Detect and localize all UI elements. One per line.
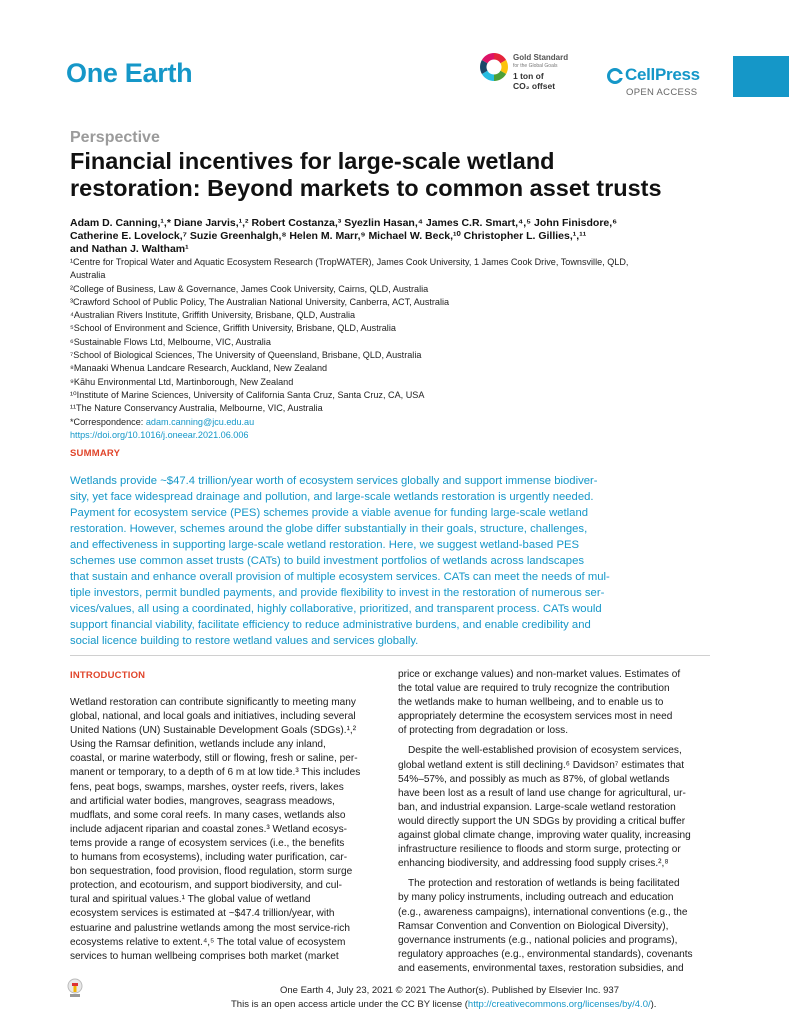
correspondence-email-link[interactable]: adam.canning@jcu.edu.au: [145, 416, 255, 427]
journal-title: One Earth: [66, 58, 193, 88]
gold-standard-tagline: for the Global Goals: [513, 63, 558, 69]
section-divider: [70, 655, 710, 656]
citation-line: One Earth 4, July 23, 2021 © 2021 The Author(s). Published by Elsevier Inc. 937: [280, 985, 619, 996]
crossmark-icon[interactable]: [66, 978, 84, 1000]
correspondence: *Correspondence: adam.canning@jcu.edu.au: [70, 416, 255, 427]
affiliations: [70, 256, 730, 442]
publisher-name: CellPress: [625, 65, 700, 84]
affiliation: ⁵School of Environment and Science, Griffith University, Brisbane, QLD, Australia: [70, 323, 396, 334]
affiliation: Australia: [70, 270, 106, 281]
introduction-heading: INTRODUCTION: [70, 670, 146, 681]
affiliation: ³Crawford School of Public Policy, The Australian National University, Canberra, ACT, Australia: [70, 296, 450, 307]
affiliation: ⁷School of Biological Sciences, The University of Queensland, Brisbane, QLD, Australia: [70, 350, 422, 361]
affiliation: ¹⁰Institute of Marine Sciences, University of California Santa Cruz, Santa Cruz, CA, USA: [70, 389, 425, 400]
affiliation: ⁶Sustainable Flows Ltd, Melbourne, VIC, Australia: [70, 336, 271, 347]
affiliation: ⁹Kāhu Environmental Ltd, Martinborough, New Zealand: [70, 376, 294, 387]
open-access-label: OPEN ACCESS: [626, 87, 698, 98]
article-title: Financial incentives for large-scale wetland restoration: Beyond markets to common asset trusts: [70, 148, 662, 201]
gold-standard-name: Gold Standard: [513, 53, 569, 62]
article-type: Perspective: [70, 129, 160, 146]
affiliation: ¹¹The Nature Conservancy Australia, Melbourne, VIC, Australia: [70, 403, 323, 414]
header-accent-bar: [733, 56, 789, 97]
gold-standard-badge: [479, 52, 585, 104]
gold-standard-offset: 1 ton of CO₂ offset: [513, 71, 556, 91]
affiliation: ¹Centre for Tropical Water and Aquatic Ecosystem Research (TropWATER), James Cook University, 1 James Cook Drive, Townsville, QLD,: [70, 257, 629, 267]
body-column-left: Wetland restoration can contribute significantly to meeting many global, national, and local goals and initiatives, including several United Nations (UN) Sustainable Development Goals (SDGs).¹,² Using the Ramsar definition, wetlands include any inland, coastal, or marine waterbody, still or flowing, fresh or saline, per- manent or temporary, to a depth of 6 m at low tide.³ This includes fens, peat bogs, swamps, marshes, oyster reefs, rivers, lakes and artificial water bodies, mangroves, seagrass meadows, mudflats, and some coral reefs. In many cases, wetlands also include adjacent riparian and coastal zones.³ Wetland ecosys- tems provide a range of ecosystem services (i.e., the benefits to humans from ecosystems), including water purification, car- bon sequestration, food provision, flood regulation, storm surge protection, and ecotourism, and support biodiversity, and cul- tural and spiritual values.¹ The global value of wetland ecosystem services is estimated at ~$47.4 trillion/year, with estuarine and palustrine wetlands among the most service-rich ecosystems relative to extent.⁴,⁵ The total value of ecosystem services to human wellbeing comprises both market (market: [70, 697, 361, 962]
affiliation: ⁴Australian Rivers Institute, Griffith University, Brisbane, QLD, Australia: [70, 310, 356, 321]
author-list: Adam D. Canning,¹,* Diane Jarvis,¹,² Robert Costanza,³ Syezlin Hasan,⁴ James C.R. Smart,⁴,⁵ John Finisdore,⁶ Catherine E. Lovelock,⁷ Suzie Greenhalgh,⁸ Helen M. Marr,⁹ Michael W. Beck,¹⁰ Christopher L. Gillies,¹,¹¹ and Nathan J. Waltham¹: [70, 217, 618, 255]
cellpress-icon: [607, 68, 623, 84]
doi-link[interactable]: https://doi.org/10.1016/j.oneear.2021.06.006: [70, 429, 249, 440]
summary-text: Wetlands provide ~$47.4 trillion/year worth of ecosystem services globally and support immense biodiver- sity, yet face widespread drainage and pollution, and large-scale wetlands restoration is urgently needed. Payment for ecosystem service (PES) schemes provide a viable avenue for funding large-scale wetland restoration. However, schemes around the globe differ substantially in their goals, structure, challenges, and effectiveness in supporting large-scale wetland restoration. Here, we suggest wetland-based PES schemes use common asset trusts (CATs) to build investment portfolios of wetlands across landscapes that sustain and enhance overall provision of multiple ecosystem services. CATs can meet the needs of mul- tiple investors, permit bundled payments, and provide flexibility to invest in the restoration of numerous ser- vices/values, all using a coordinated, highly collaborative, prioritized, and transparent process. CATs would support financial viability, facilitate efficiency to reduce administrative burdens, and enable credibility and social licence building to restore wetland values and services globally.: [70, 475, 610, 647]
body-column-right: price or exchange values) and non-market values. Estimates of the total value are required to truly recognize the contribution the wetlands make to human wellbeing, and to enable us to appropriately determine the ecosystem services most in need of protecting from degradation or loss. Despite the well-established provision of ecosystem services, global wetland extent is still declining.⁶ Davidson⁷ estimates that 54%–57%, and possibly as much as 87%, of global wetlands have been lost as a result of land use change for agricultural, ur- ban, and industrial expansion. Large-scale wetland restoration would directly support the UN SDGs by providing a critical buffer against global climate change, improving water quality, increasing infrastructure resilience to floods and storm surge, protecting or enhancing biodiversity, and addressing food supply crises.²,⁸ The protection and restoration of wetlands is being facilitated by many policy instruments, including outreach and education (e.g., awareness campaigns), international conventions (e.g., the Ramsar Convention and Convention on Biological Diversity), governance instruments (e.g., national policies and programs), regulatory approaches (e.g., environmental standards), covenants and easements, environmental taxes, restoration subsidies, and: [398, 669, 693, 974]
gold-standard-logo-icon: [479, 52, 509, 82]
summary-heading: SUMMARY: [70, 448, 121, 459]
affiliation: ⁸Manaaki Whenua Landcare Research, Auckland, New Zealand: [70, 363, 328, 374]
affiliation: ²College of Business, Law & Governance, James Cook University, Cairns, QLD, Australia: [70, 283, 429, 294]
license-line: This is an open access article under the CC BY license (http://creativecommons.org/licenses/by/4.0/).: [231, 999, 657, 1010]
cellpress-logo: [607, 67, 713, 101]
license-link[interactable]: http://creativecommons.org/licenses/by/4.0/: [467, 999, 651, 1010]
